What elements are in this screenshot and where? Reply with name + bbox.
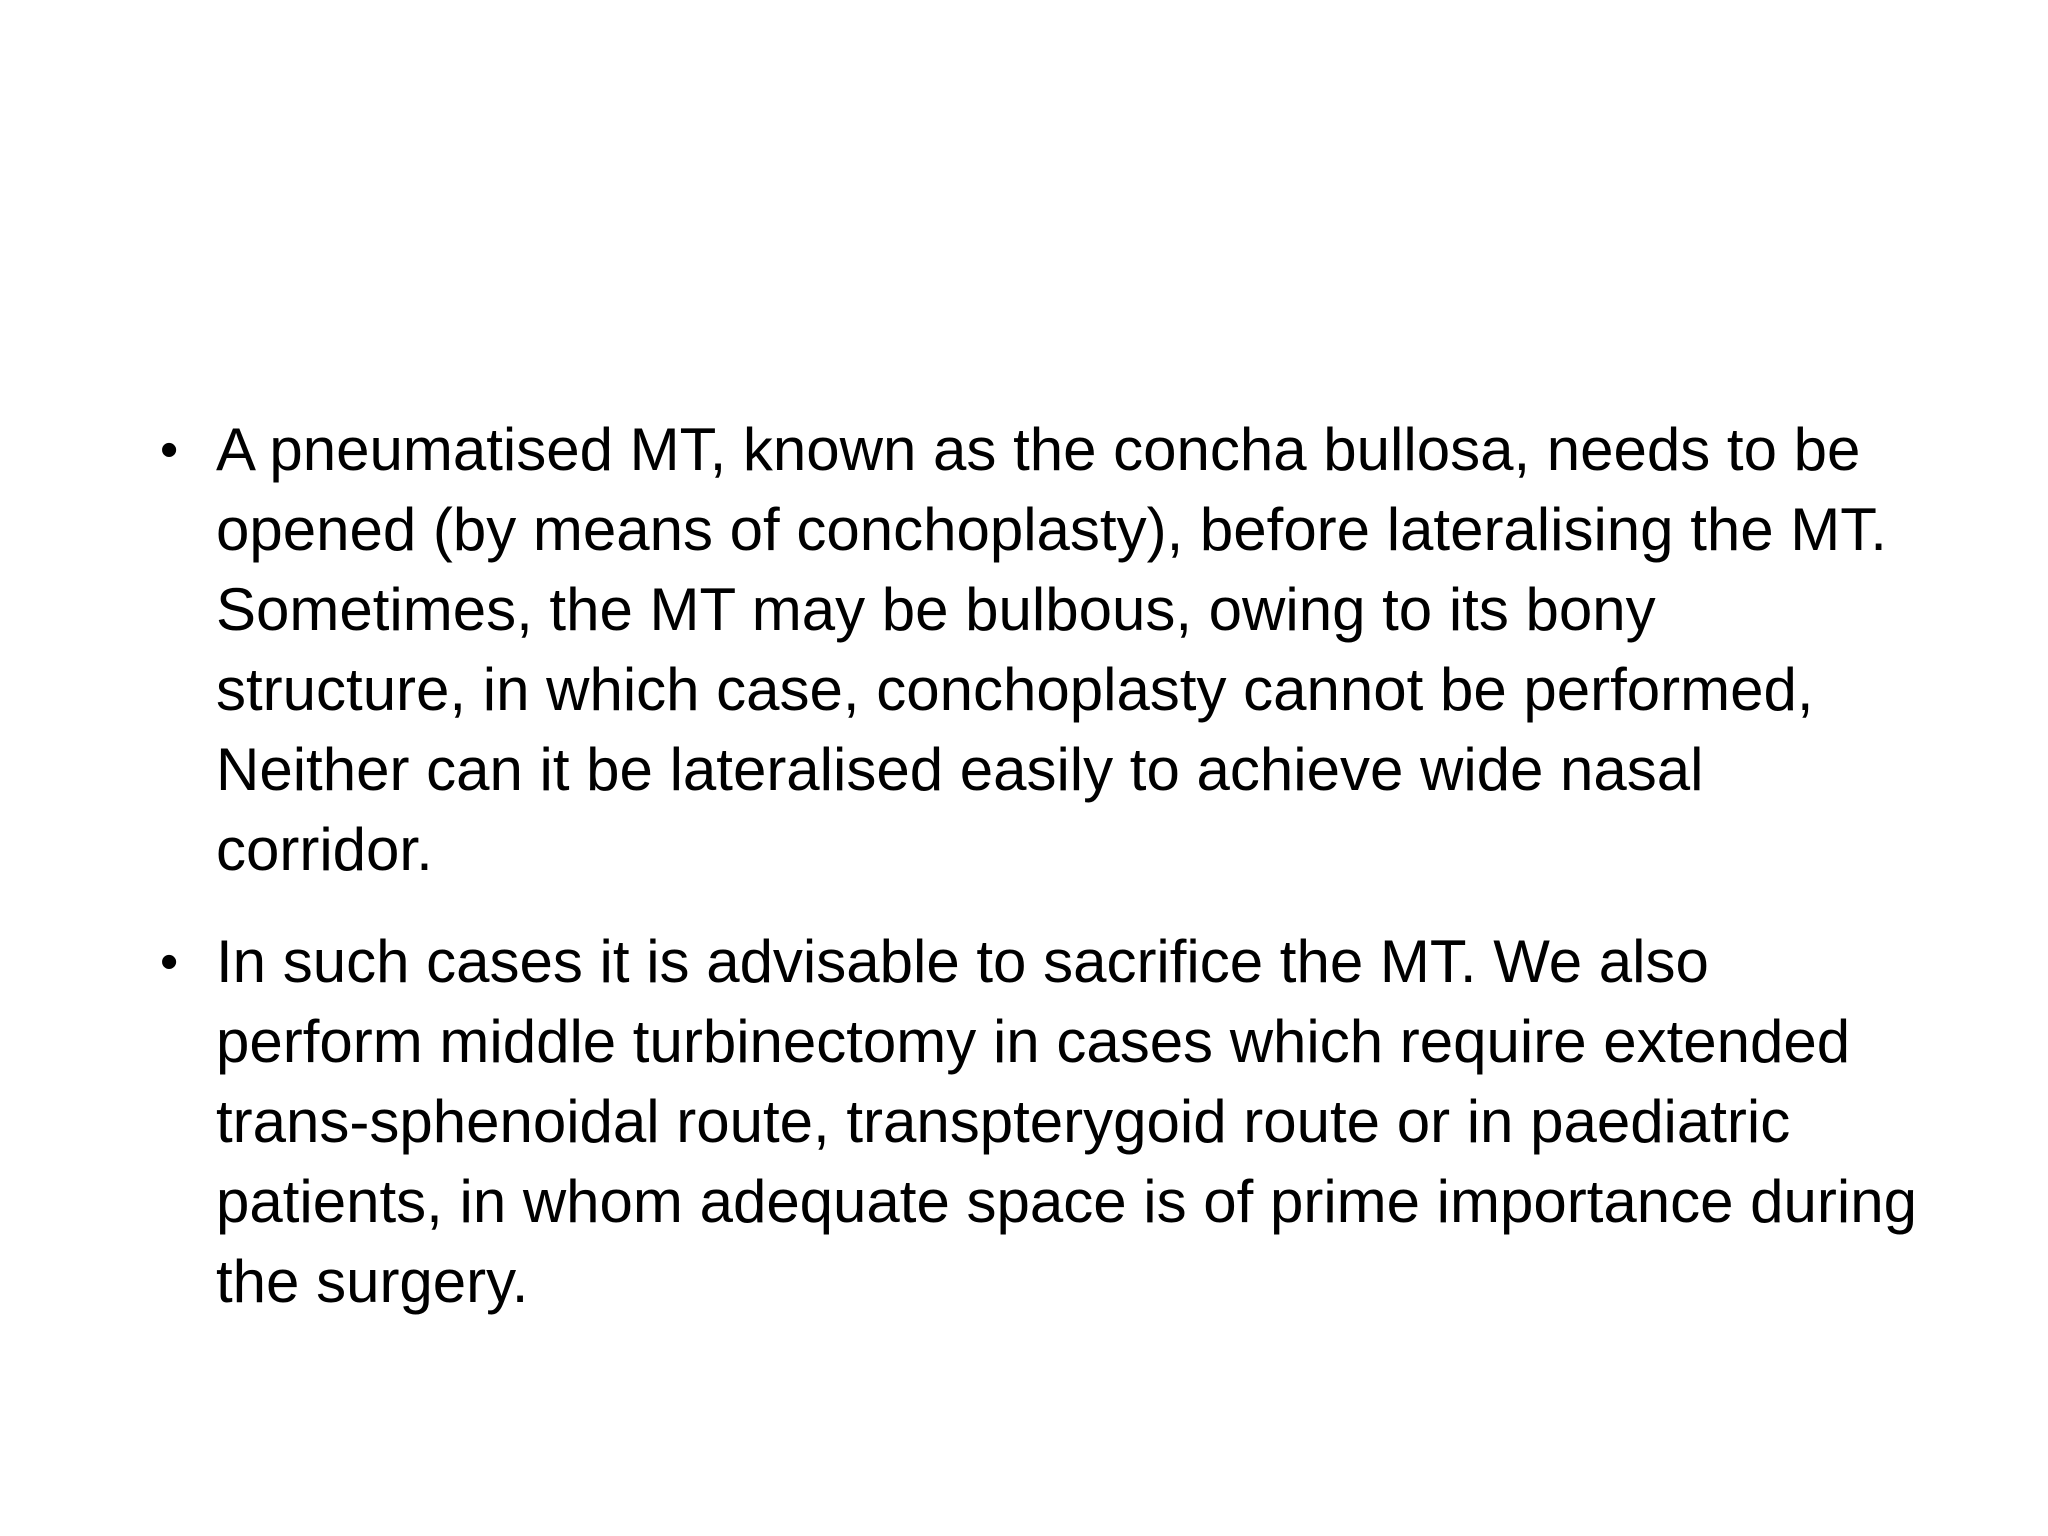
bullet-text: A pneumatised MT, known as the concha bullosa, needs to be opened (by means of conchoplasty), before lateralising the MT. Sometimes, the MT may be bulbous, owing to its bony structure, in which case, conchoplasty cannot be performed, Neither can it be lateralised easily to achieve wide nasal corridor. [216,416,1887,883]
slide-content [160,410,1920,1354]
bullet-list [160,410,1920,1322]
bullet-icon: • [160,421,179,479]
bullet-item [160,922,1920,1322]
bullet-text: In such cases it is advisable to sacrifice the MT. We also perform middle turbinectomy in cases which require extended trans-sphenoidal route, transpterygoid route or in paediatric patients, in whom adequate space is of prime importance during the surgery. [216,928,1917,1315]
bullet-icon: • [160,933,179,991]
bullet-item [160,410,1920,890]
